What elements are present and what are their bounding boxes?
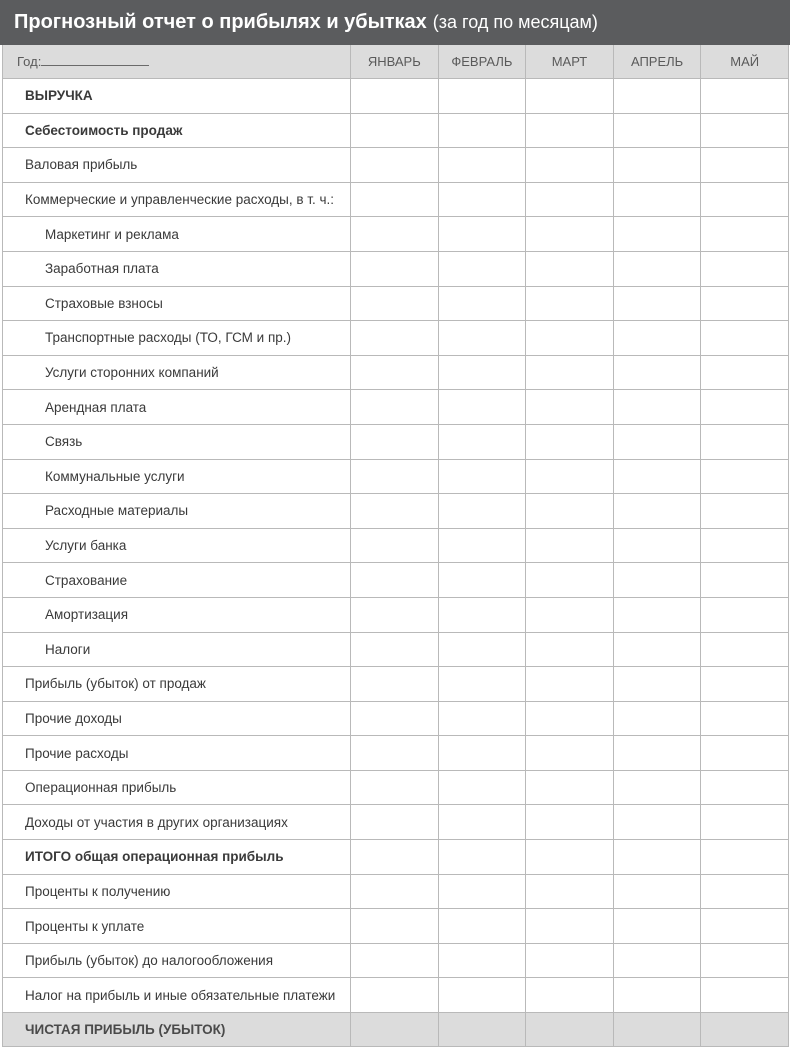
value-cell[interactable] (351, 909, 439, 944)
value-cell[interactable] (613, 286, 701, 321)
value-cell[interactable] (526, 736, 614, 771)
value-cell[interactable] (613, 528, 701, 563)
row-label: Страхование (3, 563, 351, 598)
table-row (3, 355, 789, 390)
value-cell[interactable] (526, 563, 614, 598)
row-label: Страховые взносы (3, 286, 351, 321)
value-cell[interactable] (351, 978, 439, 1013)
value-cell[interactable] (438, 770, 526, 805)
row-label: Прочие расходы (3, 736, 351, 771)
value-cell[interactable] (438, 79, 526, 114)
row-label: Транспортные расходы (ТО, ГСМ и пр.) (3, 321, 351, 356)
value-cell[interactable] (526, 113, 614, 148)
report-title: Прогнозный отчет о прибылях и убытках (14, 11, 427, 33)
value-cell[interactable] (526, 770, 614, 805)
value-cell[interactable] (438, 840, 526, 875)
table-row (3, 390, 789, 425)
value-cell[interactable] (351, 390, 439, 425)
value-cell[interactable] (613, 770, 701, 805)
value-cell[interactable] (526, 840, 614, 875)
year-header (3, 45, 351, 79)
value-cell[interactable] (438, 597, 526, 632)
value-cell[interactable] (438, 528, 526, 563)
value-cell[interactable] (701, 701, 789, 736)
value-cell[interactable] (438, 494, 526, 529)
report-subtitle: (за год по месяцам) (432, 12, 598, 32)
row-label: Амортизация (3, 597, 351, 632)
table-row (3, 909, 789, 944)
value-cell[interactable] (351, 840, 439, 875)
value-cell[interactable] (438, 286, 526, 321)
value-cell[interactable] (438, 251, 526, 286)
value-cell[interactable] (351, 459, 439, 494)
value-cell[interactable] (613, 424, 701, 459)
value-cell[interactable] (438, 805, 526, 840)
table-row (3, 321, 789, 356)
table-row (3, 597, 789, 632)
table-row (3, 494, 789, 529)
value-cell[interactable] (351, 701, 439, 736)
value-cell[interactable] (526, 321, 614, 356)
total-value-cell[interactable] (701, 1013, 789, 1047)
value-cell[interactable] (613, 736, 701, 771)
value-cell[interactable] (351, 424, 439, 459)
value-cell[interactable] (613, 217, 701, 252)
value-cell[interactable] (438, 909, 526, 944)
row-label: Услуги банка (3, 528, 351, 563)
row-label: Проценты к получению (3, 874, 351, 909)
row-label: Расходные материалы (3, 494, 351, 529)
value-cell[interactable] (701, 251, 789, 286)
table-row (3, 182, 789, 217)
value-cell[interactable] (438, 874, 526, 909)
header-row (3, 45, 789, 79)
value-cell[interactable] (438, 424, 526, 459)
value-cell[interactable] (438, 321, 526, 356)
month-header-jan: ЯНВАРЬ (351, 45, 439, 79)
value-cell[interactable] (701, 113, 789, 148)
table-row (3, 148, 789, 183)
value-cell[interactable] (701, 770, 789, 805)
value-cell[interactable] (526, 978, 614, 1013)
value-cell[interactable] (701, 909, 789, 944)
year-label: Год: (17, 54, 42, 69)
row-label: Арендная плата (3, 390, 351, 425)
value-cell[interactable] (526, 528, 614, 563)
value-cell[interactable] (438, 563, 526, 598)
value-cell[interactable] (351, 286, 439, 321)
month-header-feb: ФЕВРАЛЬ (438, 45, 526, 79)
table-row (3, 217, 789, 252)
value-cell[interactable] (351, 597, 439, 632)
total-value-cell[interactable] (526, 1013, 614, 1047)
value-cell[interactable] (701, 321, 789, 356)
value-cell[interactable] (438, 355, 526, 390)
value-cell[interactable] (613, 459, 701, 494)
value-cell[interactable] (526, 701, 614, 736)
value-cell[interactable] (438, 148, 526, 183)
value-cell[interactable] (701, 840, 789, 875)
value-cell[interactable] (701, 632, 789, 667)
value-cell[interactable] (701, 79, 789, 114)
row-label: Прочие доходы (3, 701, 351, 736)
value-cell[interactable] (526, 459, 614, 494)
value-cell[interactable] (351, 528, 439, 563)
value-cell[interactable] (526, 148, 614, 183)
value-cell[interactable] (613, 79, 701, 114)
table-row (3, 943, 789, 978)
value-cell[interactable] (701, 528, 789, 563)
value-cell[interactable] (351, 805, 439, 840)
table-row (3, 978, 789, 1013)
row-label: Проценты к уплате (3, 909, 351, 944)
value-cell[interactable] (701, 390, 789, 425)
value-cell[interactable] (351, 874, 439, 909)
row-label: Прибыль (убыток) до налогообложения (3, 943, 351, 978)
value-cell[interactable] (701, 563, 789, 598)
report-table (2, 45, 789, 1047)
value-cell[interactable] (438, 113, 526, 148)
value-cell[interactable] (613, 667, 701, 702)
table-row (3, 736, 789, 771)
value-cell[interactable] (351, 79, 439, 114)
row-label: Связь (3, 424, 351, 459)
value-cell[interactable] (613, 840, 701, 875)
value-cell[interactable] (613, 632, 701, 667)
row-label: Заработная плата (3, 251, 351, 286)
value-cell[interactable] (526, 494, 614, 529)
value-cell[interactable] (613, 321, 701, 356)
value-cell[interactable] (613, 113, 701, 148)
month-header-apr: АПРЕЛЬ (613, 45, 701, 79)
value-cell[interactable] (613, 563, 701, 598)
table-row (3, 459, 789, 494)
value-cell[interactable] (526, 874, 614, 909)
title-bar (0, 0, 790, 45)
table-row (3, 632, 789, 667)
value-cell[interactable] (701, 148, 789, 183)
value-cell[interactable] (526, 424, 614, 459)
value-cell[interactable] (438, 736, 526, 771)
table-row (3, 874, 789, 909)
value-cell[interactable] (613, 909, 701, 944)
row-label: Налог на прибыль и иные обязательные платежи (3, 978, 351, 1013)
value-cell[interactable] (701, 597, 789, 632)
value-cell[interactable] (613, 355, 701, 390)
table-row (3, 563, 789, 598)
row-label: Валовая прибыль (3, 148, 351, 183)
value-cell[interactable] (526, 390, 614, 425)
value-cell[interactable] (438, 943, 526, 978)
table-body (3, 79, 789, 1047)
row-label: Налоги (3, 632, 351, 667)
value-cell[interactable] (701, 805, 789, 840)
row-label: ВЫРУЧКА (3, 79, 351, 114)
value-cell[interactable] (351, 251, 439, 286)
row-label: Коммерческие и управленческие расходы, в т. ч.: (3, 182, 351, 217)
value-cell[interactable] (613, 943, 701, 978)
value-cell[interactable] (438, 632, 526, 667)
value-cell[interactable] (438, 701, 526, 736)
value-cell[interactable] (701, 874, 789, 909)
value-cell[interactable] (613, 148, 701, 183)
row-label: Прибыль (убыток) от продаж (3, 667, 351, 702)
value-cell[interactable] (351, 736, 439, 771)
value-cell[interactable] (526, 632, 614, 667)
table-row (3, 251, 789, 286)
value-cell[interactable] (701, 667, 789, 702)
row-label: Доходы от участия в других организациях (3, 805, 351, 840)
value-cell[interactable] (701, 424, 789, 459)
value-cell[interactable] (526, 355, 614, 390)
value-cell[interactable] (351, 321, 439, 356)
value-cell[interactable] (701, 943, 789, 978)
table-row (3, 667, 789, 702)
row-label: Себестоимость продаж (3, 113, 351, 148)
row-label: Услуги сторонних компаний (3, 355, 351, 390)
value-cell[interactable] (613, 251, 701, 286)
value-cell[interactable] (613, 805, 701, 840)
total-value-cell[interactable] (351, 1013, 439, 1047)
value-cell[interactable] (526, 667, 614, 702)
total-value-cell[interactable] (438, 1013, 526, 1047)
value-cell[interactable] (351, 943, 439, 978)
table-row (3, 701, 789, 736)
value-cell[interactable] (701, 459, 789, 494)
value-cell[interactable] (526, 943, 614, 978)
value-cell[interactable] (351, 632, 439, 667)
total-row (3, 1013, 789, 1047)
value-cell[interactable] (701, 494, 789, 529)
row-label: ИТОГО общая операционная прибыль (3, 840, 351, 875)
value-cell[interactable] (351, 217, 439, 252)
value-cell[interactable] (701, 355, 789, 390)
value-cell[interactable] (438, 667, 526, 702)
value-cell[interactable] (613, 597, 701, 632)
value-cell[interactable] (613, 978, 701, 1013)
value-cell[interactable] (701, 286, 789, 321)
value-cell[interactable] (526, 251, 614, 286)
value-cell[interactable] (613, 874, 701, 909)
value-cell[interactable] (351, 563, 439, 598)
table-row (3, 113, 789, 148)
value-cell[interactable] (351, 667, 439, 702)
value-cell[interactable] (351, 113, 439, 148)
value-cell[interactable] (526, 217, 614, 252)
value-cell[interactable] (351, 494, 439, 529)
value-cell[interactable] (438, 390, 526, 425)
value-cell[interactable] (613, 390, 701, 425)
value-cell[interactable] (351, 148, 439, 183)
row-label: Коммунальные услуги (3, 459, 351, 494)
row-label: Операционная прибыль (3, 770, 351, 805)
total-value-cell[interactable] (613, 1013, 701, 1047)
value-cell[interactable] (438, 217, 526, 252)
value-cell[interactable] (526, 286, 614, 321)
value-cell[interactable] (351, 355, 439, 390)
table-row (3, 840, 789, 875)
value-cell[interactable] (526, 597, 614, 632)
value-cell[interactable] (526, 805, 614, 840)
month-header-may: МАЙ (701, 45, 789, 79)
value-cell[interactable] (526, 909, 614, 944)
table-row (3, 805, 789, 840)
table-row (3, 528, 789, 563)
value-cell[interactable] (613, 494, 701, 529)
value-cell[interactable] (613, 701, 701, 736)
value-cell[interactable] (701, 182, 789, 217)
value-cell[interactable] (701, 978, 789, 1013)
value-cell[interactable] (351, 770, 439, 805)
value-cell[interactable] (701, 217, 789, 252)
month-header-mar: МАРТ (526, 45, 614, 79)
value-cell[interactable] (701, 736, 789, 771)
value-cell[interactable] (613, 182, 701, 217)
total-label: ЧИСТАЯ ПРИБЫЛЬ (УБЫТОК) (3, 1013, 351, 1047)
value-cell[interactable] (351, 182, 439, 217)
value-cell[interactable] (438, 459, 526, 494)
table-row (3, 286, 789, 321)
value-cell[interactable] (438, 182, 526, 217)
row-label: Маркетинг и реклама (3, 217, 351, 252)
value-cell[interactable] (526, 182, 614, 217)
value-cell[interactable] (526, 79, 614, 114)
table-row (3, 79, 789, 114)
table-row (3, 424, 789, 459)
table-row (3, 770, 789, 805)
value-cell[interactable] (438, 978, 526, 1013)
year-input-line[interactable] (41, 55, 149, 66)
